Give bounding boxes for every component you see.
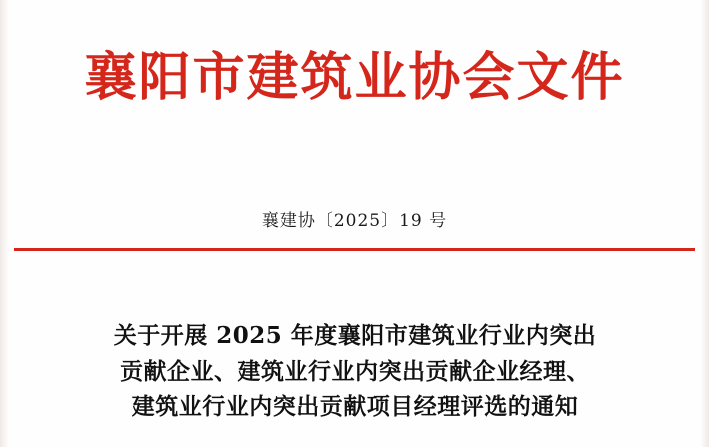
document-title xyxy=(55,318,655,425)
title-line-2: 贡献企业、建筑业行业内突出贡献企业经理、 xyxy=(120,357,590,385)
masthead xyxy=(0,48,709,108)
document-number: 襄建协〔2025〕19 号 xyxy=(261,211,448,231)
title-line-3: 建筑业行业内突出贡献项目经理评选的通知 xyxy=(131,393,579,421)
title-line-1: 关于开展 2025 年度襄阳市建筑业行业内突出 xyxy=(113,322,597,349)
red-divider-rule xyxy=(14,248,695,251)
masthead-title: 襄阳市建筑业协会文件 xyxy=(84,47,625,108)
